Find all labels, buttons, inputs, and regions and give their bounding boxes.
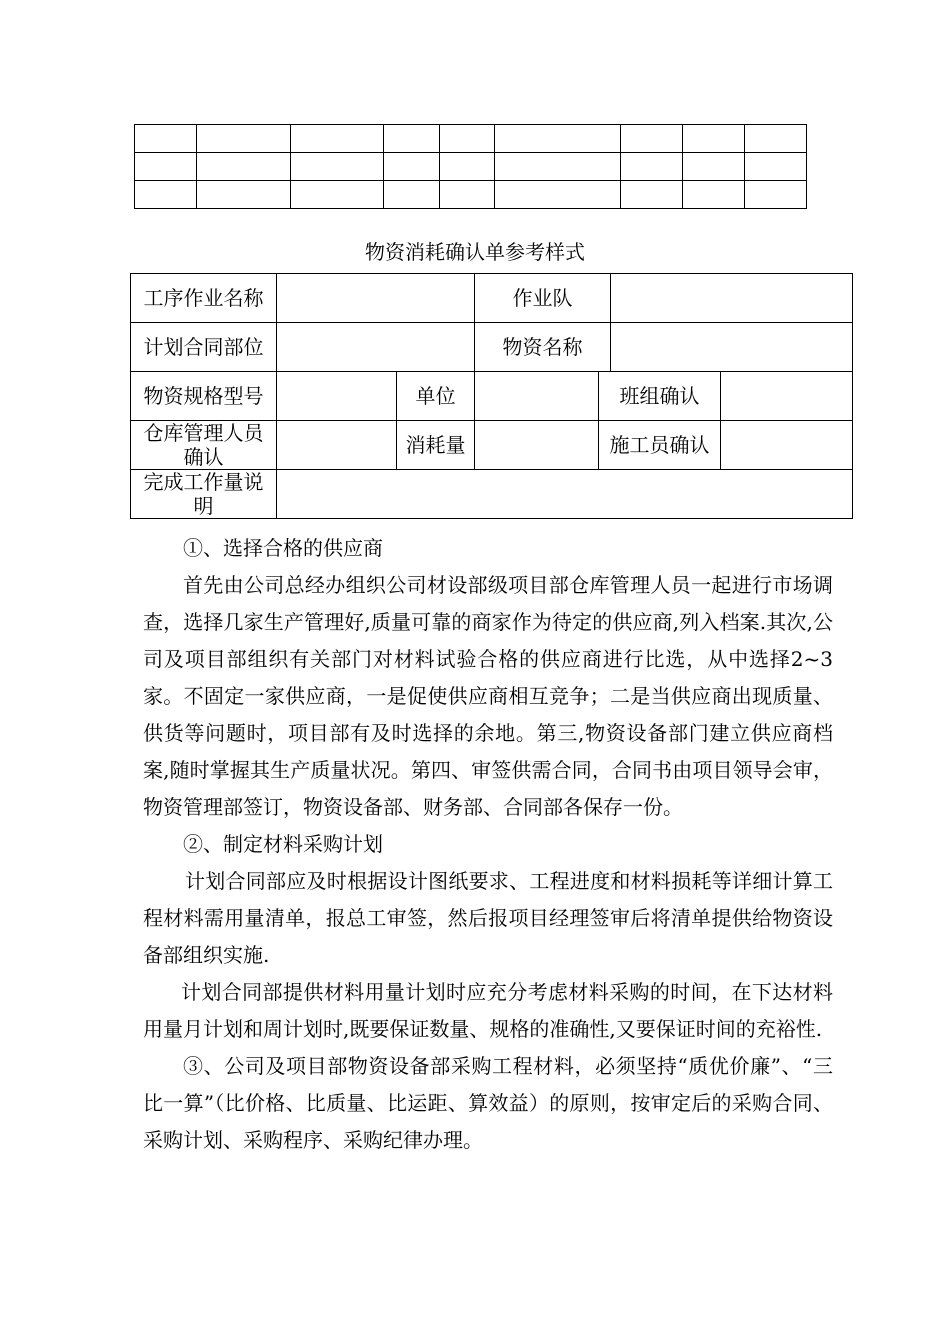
form-caption: 物资消耗确认单参考样式 [365,240,585,264]
work-name-value[interactable] [277,274,475,323]
table-row [135,153,807,181]
constructor-label: 施工员确认 [599,421,721,470]
table-row [131,421,853,470]
consumption-value[interactable] [475,421,599,470]
table-cell [495,125,621,153]
completion-label: 完成工作量说明 [131,470,277,519]
table-cell [621,125,683,153]
table-cell [745,125,807,153]
table-cell [440,125,495,153]
group-confirm-value[interactable] [721,372,853,421]
unit-value[interactable] [475,372,599,421]
table-cell [384,181,440,209]
table-cell [135,153,197,181]
table-row [135,181,807,209]
work-name-label: 工序作业名称 [131,274,277,323]
table-cell [495,153,621,181]
table-cell [683,153,745,181]
table-row [131,372,853,421]
section-heading-1: ①、选择合格的供应商 [183,536,383,560]
material-consumption-form [130,273,853,519]
table-cell [683,181,745,209]
paragraph-plan-2: 计划合同部提供材料用量计划时应充分考虑材料采购的时间，在下达材料用量月计划和周计划时,既要保证数量、规格的准确性,又要保证时间的充裕性. [143,980,833,1041]
team-value[interactable] [611,274,853,323]
paragraph-procurement: ③、公司及项目部物资设备部采购工程材料，必须坚持“质优价廉”、“三比一算”（比价格、比质量、比运距、算效益）的原则，按审定后的采购合同、采购计划、采购程序、采购纪律办理。 [143,1054,833,1152]
paragraph-plan-1: 计划合同部应及时根据设计图纸要求、工程进度和材料损耗等详细计算工程材料需用量清单，报总工审签，然后报项目经理签审后将清单提供给物资设备部组织实施. [143,869,833,967]
table-cell [291,125,384,153]
table-cell [745,153,807,181]
table-cell [745,181,807,209]
body-text [143,530,833,1159]
warehouse-value[interactable] [277,421,397,470]
table-row [135,125,807,153]
table-cell [440,181,495,209]
spec-value[interactable] [277,372,397,421]
completion-value[interactable] [277,470,853,519]
constructor-value[interactable] [721,421,853,470]
table-cell [384,125,440,153]
table-cell [291,181,384,209]
table-cell [135,181,197,209]
table-cell [135,125,197,153]
table-cell [197,153,291,181]
unit-label: 单位 [397,372,475,421]
table-cell [384,153,440,181]
spec-label: 物资规格型号 [131,372,277,421]
table-row [131,274,853,323]
table-cell [291,153,384,181]
section-heading-2: ②、制定材料采购计划 [183,832,383,856]
blank-grid-table [134,124,807,209]
table-cell [621,153,683,181]
table-cell [621,181,683,209]
paragraph-supplier: 首先由公司总经办组织公司材设部级项目部仓库管理人员一起进行市场调查，选择几家生产管理好,质量可靠的商家作为待定的供应商,列入档案.其次,公司及项目部组织有关部门对材料试验合格的供应商进行比选，从中选择2~3家。不固定一家供应商，一是促使供应商相互竞争；二是当供应商出现质量、供货等问题时，项目部有及时选择的余地。第三,物资设备部门建立供应商档案,随时掌握其生产质量状况。第四、审签供需合同，合同书由项目领导会审，物资管理部签订，物资设备部、财务部、合同部各保存一份。 [143,573,833,819]
consumption-label: 消耗量 [397,421,475,470]
contract-dept-value[interactable] [277,323,475,372]
table-cell [440,153,495,181]
table-cell [197,125,291,153]
material-name-value[interactable] [611,323,853,372]
contract-dept-label: 计划合同部位 [131,323,277,372]
table-cell [495,181,621,209]
material-name-label: 物资名称 [475,323,611,372]
table-cell [197,181,291,209]
table-row [131,470,853,519]
group-confirm-label: 班组确认 [599,372,721,421]
warehouse-label: 仓库管理人员确认 [131,421,277,470]
table-cell [683,125,745,153]
table-row [131,323,853,372]
team-label: 作业队 [475,274,611,323]
